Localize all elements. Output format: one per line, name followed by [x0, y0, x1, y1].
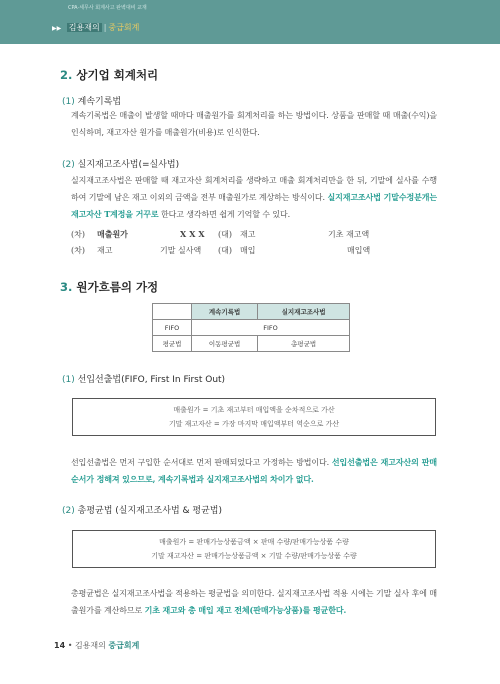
subsection-3-1-heading: (1) 선입선출법(FIFO, First In First Out) — [62, 375, 226, 385]
footer-author: 김용재의 — [74, 641, 106, 650]
section-3-heading: 3. 원가흐름의 가정 — [60, 280, 159, 294]
section-2-heading: 2. 상기업 회계처리 — [60, 68, 159, 82]
paragraph-continuous-inventory: 계속기록법은 매출이 발생할 때마다 매출원가를 회계처리를 하는 방법이다. 상품을 판매할 때 매출(수익)을 인식하며, 재고자산 원가를 매출원가(비용)로 인식한다. — [71, 111, 437, 137]
subsection-3-2-heading: (2) 총평균법 (실지재고조사법 & 평균법) — [62, 506, 222, 516]
arrow-icon: ▶▶ — [52, 25, 62, 32]
breadcrumb: ▶▶ 김용재의 | 중급회계 — [52, 23, 140, 32]
average-formula-box: 매출원가 = 판매가능상품금액 × 판매 수량/판매가능상품 수량 기말 재고자산 = 판매가능상품금액 × 기말 수량/판매가능상품 수량 — [72, 530, 436, 568]
page-number: 14 — [54, 641, 66, 650]
paragraph-total-average: 총평균법은 실지재고조사법을 적용하는 평균법을 의미한다. 실지재고조사법 적용 시에는 기말 실사 후에 매출원가를 계산하므로 기초 재고와 총 매입 재고 전체(판매가능상품)를 평균한다. — [71, 589, 437, 615]
table-row: 평균법 이동평균법 총평균법 — [153, 336, 350, 352]
subsection-2-1-heading: (1) 계속기록법 — [62, 97, 122, 107]
table-row: FIFO FIFO — [153, 320, 350, 336]
header-book: 중급회계 — [108, 23, 140, 32]
fifo-formula-box: 매출원가 = 기초 재고부터 매입액을 순차적으로 가산 기말 재고자산 = 가장 마지막 매입액부터 역순으로 가산 — [72, 398, 436, 436]
page-header — [0, 0, 500, 44]
header-author: 김용재의 — [68, 23, 100, 32]
paragraph-fifo: 선입선출법은 먼저 구입한 순서대로 먼저 판매되었다고 가정하는 방법이다. 선입선출법은 재고자산의 판매 순서가 정해져 있으므로, 계속기록법과 실지재고조사법의 차이가 없다. — [71, 457, 437, 484]
table-header-row: 계속기록법 실지재고조사법 — [153, 304, 350, 320]
header-subtitle: CPA·세무사 회계사고 완벽대비 교재 — [68, 5, 147, 11]
subsection-2-2-heading: (2) 실지재고조사법(=실사법) — [62, 160, 180, 170]
page-footer: 14 • 김용재의 중급회계 — [54, 641, 140, 650]
cost-flow-table — [152, 303, 350, 352]
footer-book: 중급회계 — [108, 641, 140, 650]
paragraph-periodic-inventory: 실지재고조사법은 판매할 때 재고자산 회계처리를 생략하고 매출 회계처리만을 한 뒤, 기말에 실사를 수행하여 기말에 남은 재고 이외의 금액을 전부 매출원가로 계상하는 방식이다. 실지재고조사법 기말수정분개는 재고자산 T계정을 거꾸로 한다고 생각하면 쉽게 기억할 수 있다. — [71, 176, 437, 219]
